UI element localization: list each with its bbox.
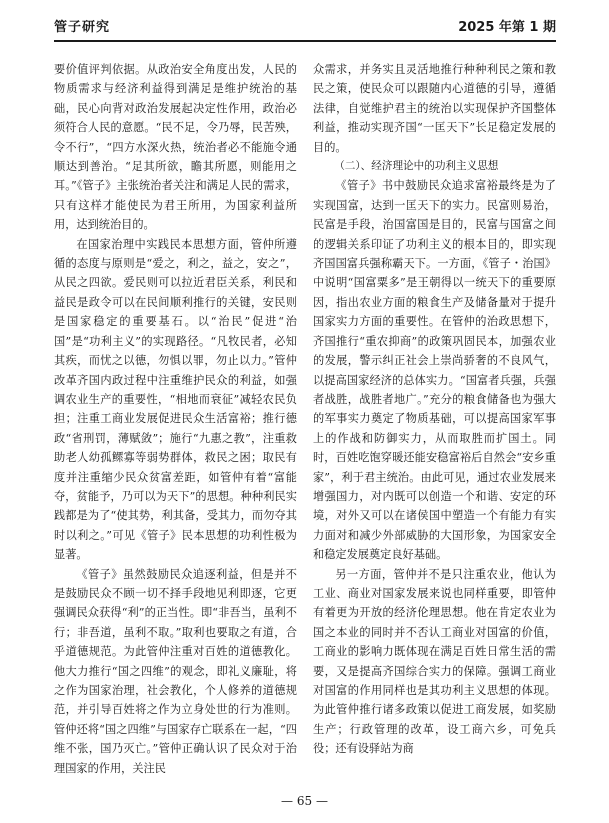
- journal-title: 管子研究: [54, 20, 111, 35]
- running-header: [54, 14, 556, 38]
- header-rule: [54, 40, 556, 42]
- paragraph: 《管子》虽然鼓励民众追逐利益，但是并不是鼓励民众不顾一切不择手段地见利即逐，它更强调民众获得“利”的正当性。即“非吾当，虽利不行；非吾道，虽利不取。”取利也要取之有道，合乎道德规范。为此管仲注重对百姓的道德教化。他大力推行“国之四维”的观念，即礼义廉耻，将之作为国家治理，社会教化，个人修养的道德规范，并引导百姓将之作为立身处世的行为准则。管仲还将“国之四维”与国家存亡联系在一起，“四维不张，国乃灭亡。”管仲正确认识了民众对于治理国家的作用，关注民: [54, 567, 297, 775]
- paragraph: 要价值评判依据。从政治安全角度出发，人民的物质需求与经济利益得到满足是维护统治的基础，民心向背对政治发展起决定性作用，政治必须符合人民的意愿。“民不足，令乃辱，民苦殃，令不行”，“四方水深火热，统治者必不能施令通顺达到善治。“足其所欲，瞻其所愿，则能用之耳。”《管子》主张统治者关注和满足人民的需求，只有这样才能使民为君王所用，为国家利益所用，达到统治目的。: [54, 63, 297, 232]
- paragraph: 另一方面，管仲并不是只注重农业，他认为工业、商业对国家发展来说也同样重要，即管仲有着更为开放的经济伦理思想。他在肯定农业为国之本业的同时并不否认工商业对国富的价值，工商业的影响力既体现在满足百姓日常生活的需要，又是提高齐国综合实力的保障。强调工商业对国富的作用同样也是其功利主义思想的体现。为此管仲推行诸多政策以促进工商发展，如奖励生产；行政管理的改革，设工商六乡，可免兵役；还有设驿站为商: [313, 567, 556, 756]
- right-column: [313, 60, 556, 759]
- left-column: [54, 60, 297, 778]
- section-heading: （二）、经济理论中的功利主义思想: [334, 160, 499, 173]
- paragraph: 在国家治理中实践民本思想方面，管仲所遵循的态度与原则是“爱之，利之，益之，安之”，从民之四欲。爱民则可以拉近君臣关系，利民和益民是政令可以在民间顺利推行的关键，安民则是国家稳定的重要基石。以“治民”促进“治国”是“功利主义”的实现路径。“凡牧民者，必知其疾，而忧之以德，勿惧以罪，勿止以力。”管仲改革齐国内政过程中注重维护民众的利益，如强调农业生产的重要性，“相地而衰征”减轻农民负担；注重工商业发展促进民众生活富裕；推行德政“省刑罚，薄赋敛”；施行“九惠之教”，注重救助老人幼孤鳏寡等弱势群体，救民之困；取民有度并注重缩少民众贫富差距，如管仲有着“富能夺，贫能予，乃可以为天下”的思想。种种利民实践都是为了“使其势，利其备，受其力，而勿夺其时以利之。”可见《管子》民本思想的功利性极为显著。: [54, 237, 297, 562]
- paragraph: 《管子》书中鼓励民众追求富裕最终是为了实现国富，达到一匡天下的实力。民富则易治，民富是手段，治国富国是目的，民富与国富之间的逻辑关系印证了功利主义的根本目的，即实现齐国国富兵强称霸天下。一方面，《管子・治国》中说明“国富粟多”是王朝得以一统天下的重要原因，指出农业方面的粮食生产及储备量对于提升国家实力方面的重要性。在管仲的治政思想下，齐国推行“重农抑商”的政策巩固民本，加强农业的发展，警示纠正社会上崇尚骄奢的不良风气，以提高国家经济的总体实力。“国富者兵强，兵强者战胜，战胜者地广。”充分的粮食储备也为强大的军事实力奠定了物质基础，可以提高国家军事上的作战和防御实力，从而取胜而扩国土。同时，百姓吃饱穿暖还能安稳富裕后自然会“安乡重家”，利于君主统治。由此可见，通过农业发展来增强国力，对内既可以创造一个和谐、安定的环境，对外又可以在诸侯国中塑造一个有能力有实力面对和减少外部威胁的大国形象，为国家安全和稳定发展奠定良好基础。: [313, 179, 556, 562]
- issue-label: 2025 年第 1 期: [458, 20, 556, 35]
- page-number: — 65 —: [281, 794, 328, 808]
- paragraph: 众需求，并务实且灵活地推行种种利民之策和教民之策，使民众可以跟随内心道德的引导，遵循法律，自觉维护君主的统治以实现保护齐国整体利益，推动实现齐国“一匡天下”长足稳定发展的目的。: [313, 63, 556, 154]
